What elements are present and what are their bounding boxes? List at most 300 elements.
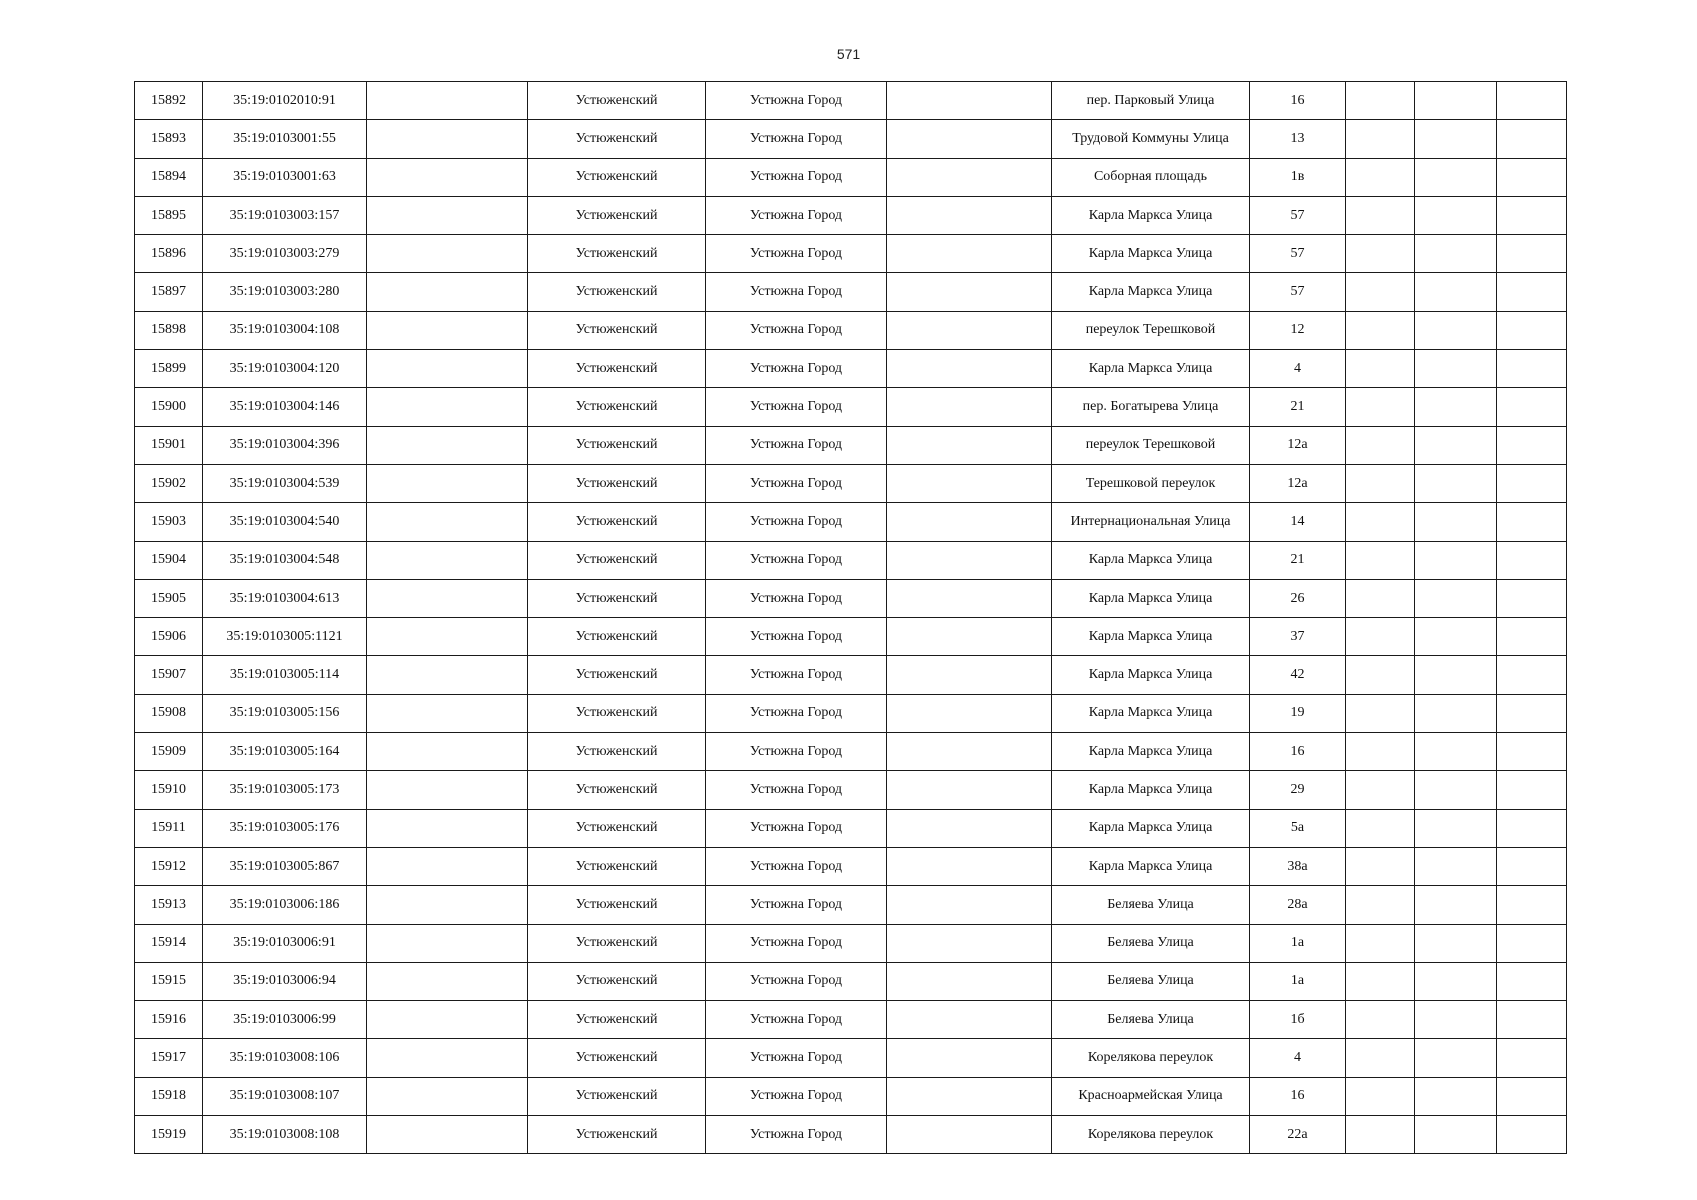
- cell-house-number: 28а: [1250, 886, 1346, 924]
- cell-district: Устюженский: [528, 388, 706, 426]
- cell-cadastral-number: 35:19:0103005:173: [203, 771, 367, 809]
- cell-cadastral-number: 35:19:0103003:157: [203, 196, 367, 234]
- cell-house-number: 16: [1250, 82, 1346, 120]
- table-row: [135, 1077, 1567, 1115]
- cell-district: Устюженский: [528, 1001, 706, 1039]
- cell-street: Карла Маркса Улица: [1052, 196, 1250, 234]
- cell-house-number: 4: [1250, 350, 1346, 388]
- cell-cadastral-number: 35:19:0102010:91: [203, 82, 367, 120]
- cell-street: Карла Маркса Улица: [1052, 847, 1250, 885]
- cell-empty: [1346, 694, 1415, 732]
- cell-empty: [1346, 273, 1415, 311]
- cell-district: Устюженский: [528, 464, 706, 502]
- cell-locality: Устюжна Город: [706, 235, 887, 273]
- table-row: [135, 350, 1567, 388]
- cell-empty: [887, 618, 1052, 656]
- cell-empty: [1415, 618, 1497, 656]
- cell-locality: Устюжна Город: [706, 771, 887, 809]
- cell-record-number: 15900: [135, 388, 203, 426]
- cell-cadastral-number: 35:19:0103004:396: [203, 426, 367, 464]
- cell-empty: [887, 847, 1052, 885]
- cell-street: Красноармейская Улица: [1052, 1077, 1250, 1115]
- cell-locality: Устюжна Город: [706, 579, 887, 617]
- cell-empty: [1415, 1039, 1497, 1077]
- cell-empty: [887, 809, 1052, 847]
- cell-cadastral-number: 35:19:0103005:176: [203, 809, 367, 847]
- cell-empty: [887, 541, 1052, 579]
- cell-locality: Устюжна Город: [706, 1001, 887, 1039]
- cell-locality: Устюжна Город: [706, 656, 887, 694]
- table-row: [135, 579, 1567, 617]
- cell-empty: [887, 273, 1052, 311]
- cell-empty: [1346, 350, 1415, 388]
- cell-record-number: 15909: [135, 733, 203, 771]
- table-row: [135, 886, 1567, 924]
- cell-locality: Устюжна Город: [706, 1077, 887, 1115]
- cell-empty: [1497, 579, 1567, 617]
- cell-district: Устюженский: [528, 579, 706, 617]
- cell-cadastral-number: 35:19:0103005:156: [203, 694, 367, 732]
- cell-empty: [1346, 82, 1415, 120]
- cell-cadastral-number: 35:19:0103005:867: [203, 847, 367, 885]
- cell-street: Карла Маркса Улица: [1052, 273, 1250, 311]
- cell-locality: Устюжна Город: [706, 1039, 887, 1077]
- cell-street: Карла Маркса Улица: [1052, 618, 1250, 656]
- cell-locality: Устюжна Город: [706, 809, 887, 847]
- cell-house-number: 57: [1250, 196, 1346, 234]
- cell-record-number: 15905: [135, 579, 203, 617]
- cell-record-number: 15894: [135, 158, 203, 196]
- cell-locality: Устюжна Город: [706, 196, 887, 234]
- cell-empty: [1415, 886, 1497, 924]
- cell-street: Соборная площадь: [1052, 158, 1250, 196]
- cell-district: Устюженский: [528, 733, 706, 771]
- cell-empty: [1346, 924, 1415, 962]
- cell-empty: [887, 694, 1052, 732]
- cell-cadastral-number: 35:19:0103008:107: [203, 1077, 367, 1115]
- cell-cadastral-number: 35:19:0103008:106: [203, 1039, 367, 1077]
- cell-empty: [367, 809, 528, 847]
- cell-district: Устюженский: [528, 847, 706, 885]
- cell-district: Устюженский: [528, 120, 706, 158]
- table-row: [135, 82, 1567, 120]
- cell-district: Устюженский: [528, 1039, 706, 1077]
- cell-empty: [1346, 733, 1415, 771]
- cell-empty: [1415, 1116, 1497, 1154]
- cell-district: Устюженский: [528, 158, 706, 196]
- cell-house-number: 14: [1250, 503, 1346, 541]
- cell-empty: [367, 196, 528, 234]
- cell-empty: [887, 426, 1052, 464]
- cell-empty: [887, 1077, 1052, 1115]
- cell-district: Устюженский: [528, 694, 706, 732]
- cell-street: Карла Маркса Улица: [1052, 694, 1250, 732]
- cell-empty: [367, 847, 528, 885]
- cell-empty: [1415, 464, 1497, 502]
- cell-empty: [1415, 694, 1497, 732]
- cell-empty: [367, 541, 528, 579]
- table-row: [135, 618, 1567, 656]
- cell-locality: Устюжна Город: [706, 847, 887, 885]
- cell-record-number: 15910: [135, 771, 203, 809]
- cell-empty: [367, 158, 528, 196]
- table-row: [135, 273, 1567, 311]
- cell-street: Беляева Улица: [1052, 1001, 1250, 1039]
- cell-house-number: 13: [1250, 120, 1346, 158]
- table-row: [135, 1001, 1567, 1039]
- cell-cadastral-number: 35:19:0103004:146: [203, 388, 367, 426]
- cell-empty: [367, 618, 528, 656]
- cell-empty: [887, 1039, 1052, 1077]
- cell-house-number: 21: [1250, 541, 1346, 579]
- cell-empty: [1346, 426, 1415, 464]
- cell-cadastral-number: 35:19:0103004:613: [203, 579, 367, 617]
- cell-cadastral-number: 35:19:0103004:108: [203, 311, 367, 349]
- cell-empty: [887, 311, 1052, 349]
- cell-district: Устюженский: [528, 541, 706, 579]
- cell-empty: [1415, 350, 1497, 388]
- cell-empty: [1346, 1077, 1415, 1115]
- cell-empty: [1415, 120, 1497, 158]
- cell-empty: [1346, 771, 1415, 809]
- cell-empty: [367, 1001, 528, 1039]
- table-row: [135, 235, 1567, 273]
- cell-house-number: 1а: [1250, 924, 1346, 962]
- cell-district: Устюженский: [528, 82, 706, 120]
- cell-house-number: 12а: [1250, 426, 1346, 464]
- cell-empty: [1415, 733, 1497, 771]
- cell-district: Устюженский: [528, 771, 706, 809]
- cell-house-number: 12: [1250, 311, 1346, 349]
- table-row: [135, 120, 1567, 158]
- cell-empty: [367, 82, 528, 120]
- cell-locality: Устюжна Город: [706, 273, 887, 311]
- cell-cadastral-number: 35:19:0103004:540: [203, 503, 367, 541]
- cell-empty: [367, 464, 528, 502]
- cell-empty: [887, 158, 1052, 196]
- cell-empty: [1497, 1116, 1567, 1154]
- table-row: [135, 464, 1567, 502]
- cell-house-number: 4: [1250, 1039, 1346, 1077]
- cell-house-number: 26: [1250, 579, 1346, 617]
- cell-empty: [1346, 464, 1415, 502]
- table-row: [135, 388, 1567, 426]
- cell-empty: [887, 733, 1052, 771]
- cell-empty: [1415, 196, 1497, 234]
- table-row: [135, 1039, 1567, 1077]
- table-row: [135, 733, 1567, 771]
- cell-house-number: 1б: [1250, 1001, 1346, 1039]
- cell-empty: [1497, 809, 1567, 847]
- cell-house-number: 1в: [1250, 158, 1346, 196]
- cell-locality: Устюжна Город: [706, 962, 887, 1000]
- cell-empty: [1346, 503, 1415, 541]
- cell-district: Устюженский: [528, 809, 706, 847]
- cell-empty: [887, 82, 1052, 120]
- table-row: [135, 196, 1567, 234]
- cell-empty: [1415, 158, 1497, 196]
- cell-locality: Устюжна Город: [706, 618, 887, 656]
- cell-empty: [367, 656, 528, 694]
- cell-empty: [367, 235, 528, 273]
- cell-cadastral-number: 35:19:0103004:539: [203, 464, 367, 502]
- cell-empty: [1346, 579, 1415, 617]
- cell-empty: [1497, 273, 1567, 311]
- cell-empty: [1415, 311, 1497, 349]
- cell-empty: [1415, 426, 1497, 464]
- cell-locality: Устюжна Город: [706, 158, 887, 196]
- cell-empty: [1346, 541, 1415, 579]
- cell-empty: [1497, 235, 1567, 273]
- cell-district: Устюженский: [528, 426, 706, 464]
- cell-empty: [367, 579, 528, 617]
- page-number: 571: [836, 46, 861, 62]
- cell-empty: [1415, 656, 1497, 694]
- cell-district: Устюженский: [528, 235, 706, 273]
- cell-empty: [1346, 1039, 1415, 1077]
- cell-empty: [1497, 694, 1567, 732]
- cell-empty: [1415, 847, 1497, 885]
- cell-empty: [1346, 1001, 1415, 1039]
- cell-house-number: 38а: [1250, 847, 1346, 885]
- cell-empty: [887, 350, 1052, 388]
- cell-house-number: 1а: [1250, 962, 1346, 1000]
- cell-empty: [1415, 1001, 1497, 1039]
- cell-empty: [367, 1077, 528, 1115]
- cell-empty: [1497, 426, 1567, 464]
- cell-empty: [367, 350, 528, 388]
- cell-empty: [1415, 235, 1497, 273]
- cell-empty: [1497, 120, 1567, 158]
- cell-street: Карла Маркса Улица: [1052, 656, 1250, 694]
- cell-record-number: 15914: [135, 924, 203, 962]
- cell-street: Беляева Улица: [1052, 886, 1250, 924]
- cell-house-number: 57: [1250, 235, 1346, 273]
- cell-street: Трудовой Коммуны Улица: [1052, 120, 1250, 158]
- cell-empty: [1497, 924, 1567, 962]
- cell-record-number: 15901: [135, 426, 203, 464]
- cell-cadastral-number: 35:19:0103004:548: [203, 541, 367, 579]
- cell-record-number: 15893: [135, 120, 203, 158]
- cell-empty: [1415, 1077, 1497, 1115]
- cell-empty: [1415, 503, 1497, 541]
- cell-house-number: 5а: [1250, 809, 1346, 847]
- cell-empty: [1415, 82, 1497, 120]
- cell-empty: [887, 235, 1052, 273]
- cell-street: Карла Маркса Улица: [1052, 350, 1250, 388]
- cell-street: Корелякова переулок: [1052, 1116, 1250, 1154]
- cell-cadastral-number: 35:19:0103005:1121: [203, 618, 367, 656]
- cell-street: Беляева Улица: [1052, 924, 1250, 962]
- cell-record-number: 15907: [135, 656, 203, 694]
- cell-empty: [1497, 464, 1567, 502]
- cell-district: Устюженский: [528, 962, 706, 1000]
- cell-district: Устюженский: [528, 273, 706, 311]
- cell-empty: [1497, 82, 1567, 120]
- cell-empty: [367, 120, 528, 158]
- cell-locality: Устюжна Город: [706, 120, 887, 158]
- cell-empty: [887, 464, 1052, 502]
- cell-empty: [1346, 388, 1415, 426]
- cell-locality: Устюжна Город: [706, 82, 887, 120]
- cell-empty: [1497, 350, 1567, 388]
- cell-record-number: 15913: [135, 886, 203, 924]
- table-row: [135, 771, 1567, 809]
- table-row: [135, 311, 1567, 349]
- cell-record-number: 15899: [135, 350, 203, 388]
- cell-cadastral-number: 35:19:0103005:164: [203, 733, 367, 771]
- cell-locality: Устюжна Город: [706, 886, 887, 924]
- cell-empty: [367, 962, 528, 1000]
- cell-empty: [1415, 579, 1497, 617]
- cell-street: Терешковой переулок: [1052, 464, 1250, 502]
- cell-empty: [1346, 311, 1415, 349]
- cell-house-number: 29: [1250, 771, 1346, 809]
- cell-street: Карла Маркса Улица: [1052, 541, 1250, 579]
- cell-street: переулок Терешковой: [1052, 426, 1250, 464]
- cell-cadastral-number: 35:19:0103006:99: [203, 1001, 367, 1039]
- cell-record-number: 15895: [135, 196, 203, 234]
- cell-record-number: 15892: [135, 82, 203, 120]
- cell-empty: [1497, 962, 1567, 1000]
- cell-cadastral-number: 35:19:0103006:94: [203, 962, 367, 1000]
- cell-empty: [1415, 388, 1497, 426]
- cell-cadastral-number: 35:19:0103006:91: [203, 924, 367, 962]
- cell-empty: [887, 771, 1052, 809]
- cell-empty: [367, 771, 528, 809]
- cell-house-number: 12а: [1250, 464, 1346, 502]
- cell-empty: [1415, 273, 1497, 311]
- cell-record-number: 15918: [135, 1077, 203, 1115]
- cell-record-number: 15908: [135, 694, 203, 732]
- cell-district: Устюженский: [528, 196, 706, 234]
- cell-street: Карла Маркса Улица: [1052, 809, 1250, 847]
- cell-record-number: 15904: [135, 541, 203, 579]
- cell-cadastral-number: 35:19:0103001:63: [203, 158, 367, 196]
- cell-empty: [887, 196, 1052, 234]
- cell-empty: [1497, 656, 1567, 694]
- cell-empty: [1497, 388, 1567, 426]
- cell-record-number: 15917: [135, 1039, 203, 1077]
- cell-street: переулок Терешковой: [1052, 311, 1250, 349]
- table-row: [135, 847, 1567, 885]
- cell-cadastral-number: 35:19:0103008:108: [203, 1116, 367, 1154]
- cell-empty: [1346, 656, 1415, 694]
- cell-record-number: 15906: [135, 618, 203, 656]
- cell-record-number: 15915: [135, 962, 203, 1000]
- cell-empty: [367, 388, 528, 426]
- cell-district: Устюженский: [528, 311, 706, 349]
- cell-record-number: 15896: [135, 235, 203, 273]
- cell-record-number: 15902: [135, 464, 203, 502]
- cell-empty: [887, 924, 1052, 962]
- cell-cadastral-number: 35:19:0103003:280: [203, 273, 367, 311]
- cell-house-number: 21: [1250, 388, 1346, 426]
- cell-record-number: 15903: [135, 503, 203, 541]
- table-row: [135, 426, 1567, 464]
- table-row: [135, 962, 1567, 1000]
- cell-street: пер. Парковый Улица: [1052, 82, 1250, 120]
- cell-district: Устюженский: [528, 886, 706, 924]
- cell-house-number: 42: [1250, 656, 1346, 694]
- cell-locality: Устюжна Город: [706, 350, 887, 388]
- table-row: [135, 541, 1567, 579]
- cell-empty: [1497, 196, 1567, 234]
- registry-table-body: [135, 82, 1567, 1154]
- cell-empty: [1346, 962, 1415, 1000]
- cell-street: Карла Маркса Улица: [1052, 771, 1250, 809]
- cell-empty: [1497, 311, 1567, 349]
- cell-house-number: 37: [1250, 618, 1346, 656]
- cell-street: Карла Маркса Улица: [1052, 579, 1250, 617]
- cell-street: Интернациональная Улица: [1052, 503, 1250, 541]
- cell-empty: [367, 273, 528, 311]
- cell-empty: [887, 962, 1052, 1000]
- cell-locality: Устюжна Город: [706, 694, 887, 732]
- cell-district: Устюженский: [528, 1116, 706, 1154]
- cell-empty: [887, 579, 1052, 617]
- cell-empty: [367, 1116, 528, 1154]
- cell-empty: [367, 503, 528, 541]
- cell-locality: Устюжна Город: [706, 464, 887, 502]
- cell-record-number: 15916: [135, 1001, 203, 1039]
- cell-locality: Устюжна Город: [706, 924, 887, 962]
- cell-street: Беляева Улица: [1052, 962, 1250, 1000]
- cell-empty: [1497, 733, 1567, 771]
- cell-locality: Устюжна Город: [706, 541, 887, 579]
- cell-empty: [887, 886, 1052, 924]
- cell-empty: [1346, 120, 1415, 158]
- cell-house-number: 57: [1250, 273, 1346, 311]
- cell-empty: [1497, 618, 1567, 656]
- cell-empty: [367, 924, 528, 962]
- cell-empty: [367, 886, 528, 924]
- table-row: [135, 809, 1567, 847]
- cell-locality: Устюжна Город: [706, 733, 887, 771]
- cell-district: Устюженский: [528, 1077, 706, 1115]
- table-row: [135, 694, 1567, 732]
- cell-street: Карла Маркса Улица: [1052, 733, 1250, 771]
- cell-district: Устюженский: [528, 503, 706, 541]
- cell-empty: [1346, 158, 1415, 196]
- cell-empty: [887, 120, 1052, 158]
- table-row: [135, 503, 1567, 541]
- cell-empty: [1497, 503, 1567, 541]
- cell-empty: [1497, 771, 1567, 809]
- cell-locality: Устюжна Город: [706, 311, 887, 349]
- cell-empty: [1346, 618, 1415, 656]
- cell-empty: [1497, 158, 1567, 196]
- cell-empty: [1497, 1001, 1567, 1039]
- cell-house-number: 16: [1250, 733, 1346, 771]
- cell-empty: [367, 426, 528, 464]
- cell-empty: [367, 694, 528, 732]
- cell-district: Устюженский: [528, 618, 706, 656]
- cell-empty: [1415, 962, 1497, 1000]
- cell-empty: [1415, 541, 1497, 579]
- cell-empty: [367, 733, 528, 771]
- cell-empty: [367, 311, 528, 349]
- cell-house-number: 16: [1250, 1077, 1346, 1115]
- cell-locality: Устюжна Город: [706, 388, 887, 426]
- cell-street: Корелякова переулок: [1052, 1039, 1250, 1077]
- cell-house-number: 19: [1250, 694, 1346, 732]
- cell-cadastral-number: 35:19:0103001:55: [203, 120, 367, 158]
- cell-empty: [1497, 1077, 1567, 1115]
- cell-cadastral-number: 35:19:0103004:120: [203, 350, 367, 388]
- cell-cadastral-number: 35:19:0103005:114: [203, 656, 367, 694]
- cell-district: Устюженский: [528, 924, 706, 962]
